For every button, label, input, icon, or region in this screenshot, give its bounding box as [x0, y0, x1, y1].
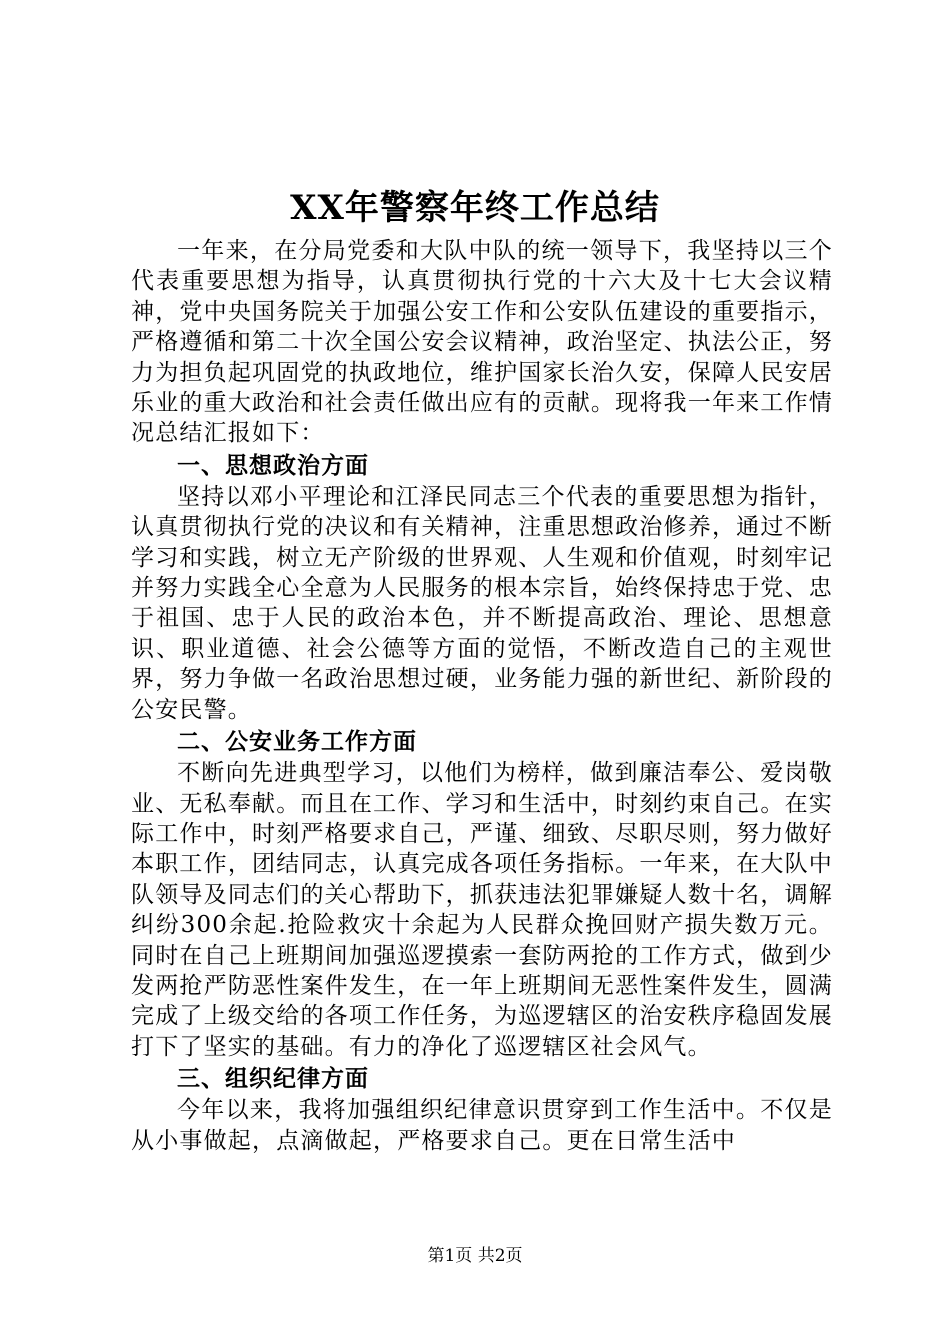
- section-body-ideology: 坚持以邓小平理论和江泽民同志三个代表的重要思想为指针，认真贯彻执行党的决议和有关精神，注重思想政治修养，通过不断学习和实践，树立无产阶级的世界观、人生观和价值观，时刻牢记并努力实践全心全意为人民服务的根本宗旨，始终保持忠于党、忠于祖国、忠于人民的政治本色，并不断提高政治、理论、思想意识、职业道德、社会公德等方面的觉悟，不断改造自己的主观世界，努力争做一名政治思想过硬，业务能力强的新世纪、新阶段的公安民警。: [131, 483, 833, 723]
- intro-paragraph: 一年来，在分局党委和大队中队的统一领导下，我坚持以三个代表重要思想为指导，认真贯彻执行党的十六大及十七大会议精神，党中央国务院关于加强公安工作和公安队伍建设的重要指示，严格遵循和第二十次全国公安会议精神，政治坚定、执法公正，努力为担负起巩固党的执政地位，维护国家长治久安，保障人民安居乐业的重大政治和社会责任做出应有的贡献。现将我一年来工作情况总结汇报如下：: [131, 238, 833, 447]
- section-heading-police-work: 二、公安业务工作方面: [177, 728, 417, 756]
- section-heading-discipline: 三、组织纪律方面: [177, 1065, 369, 1093]
- section-body-police-work: 不断向先进典型学习，以他们为榜样，做到廉洁奉公、爱岗敬业、无私奉献。而且在工作、学习和生活中，时刻约束自己。在实际工作中，时刻严格要求自己，严谨、细致、尽职尽则，努力做好本职工作，团结同志，认真完成各项任务指标。一年来，在大队中队领导及同志们的关心帮助下，抓获违法犯罪嫌疑人数十名，调解纠纷300余起.抢险救灾十余起为人民群众挽回财产损失数万元。同时在自己上班期间加强巡逻摸索一套防两抢的工作方式，做到少发两抢严防恶性案件发生，在一年上班期间无恶性案件发生，圆满完成了上级交给的各项工作任务，为巡逻辖区的治安秩序稳固发展打下了坚实的基础。有力的净化了巡逻辖区社会风气。: [131, 760, 833, 1060]
- section-heading-ideology: 一、思想政治方面: [177, 451, 369, 479]
- section-body-discipline: 今年以来，我将加强组织纪律意识贯穿到工作生活中。不仅是从小事做起，点滴做起，严格要求自己。更在日常生活中: [131, 1097, 833, 1154]
- page-number-footer: 第1页 共2页: [427, 1246, 523, 1266]
- document-body: [131, 236, 833, 1156]
- document-title: XX年警察年终工作总结: [290, 188, 660, 228]
